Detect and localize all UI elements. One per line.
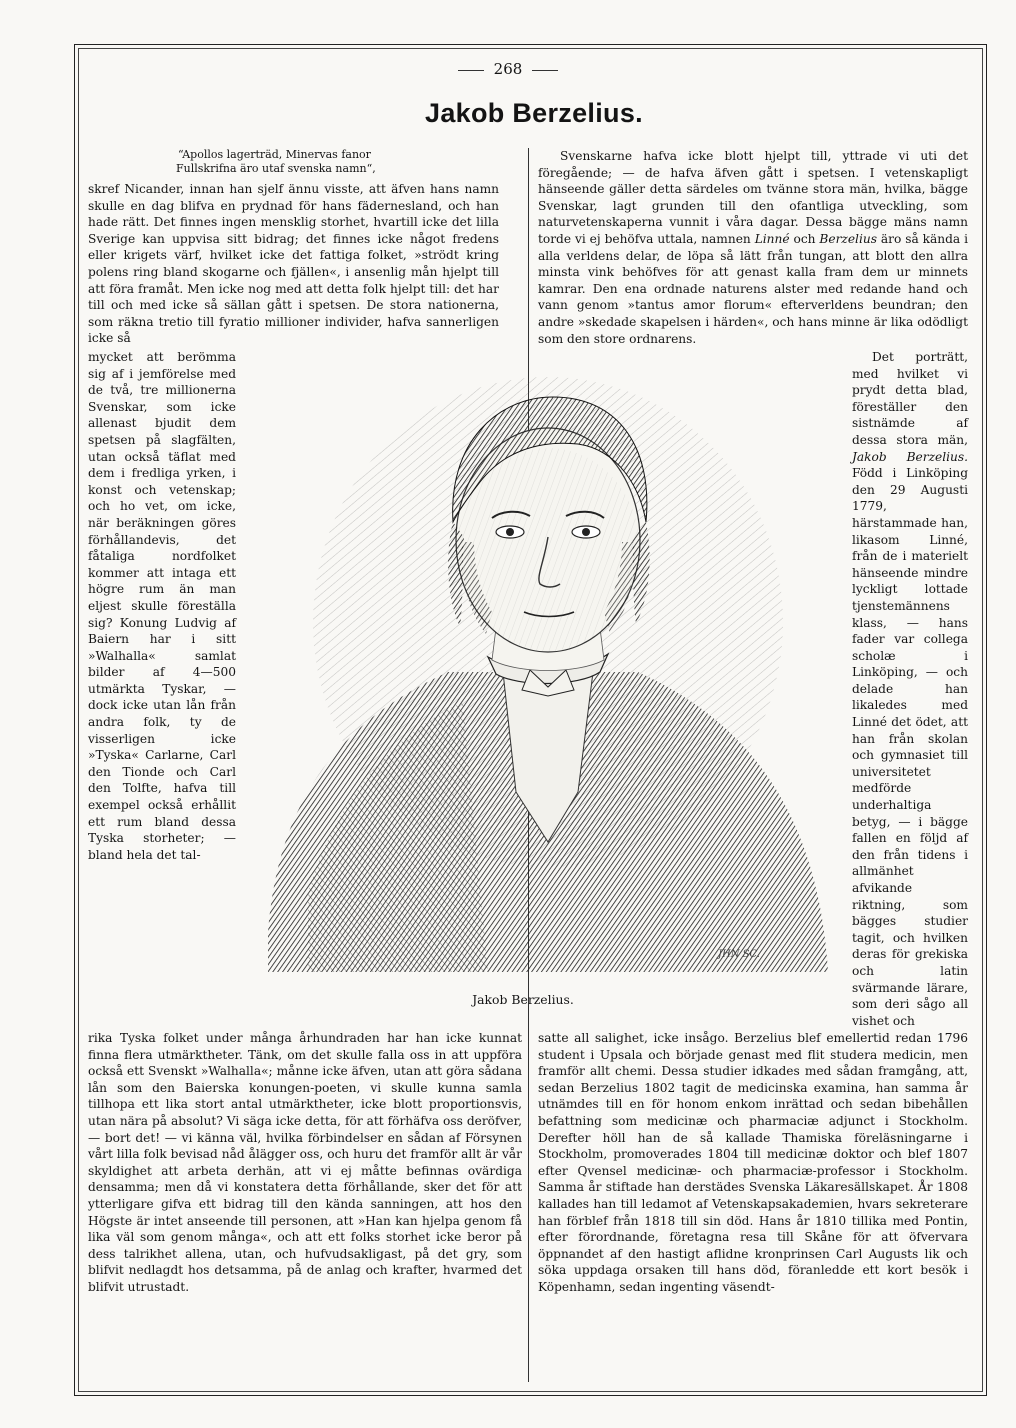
left-column-narrow: [88, 349, 236, 863]
text-run: och: [789, 231, 820, 246]
left-dash: [458, 70, 484, 71]
text-run: Det porträtt, med hvilket vi prydt detta blad, föreställer den sistnämde af dessa stora män,: [852, 350, 968, 447]
article-title: Jakob Berzelius.: [425, 98, 643, 128]
portrait-engraving: [248, 372, 838, 982]
paragraph: skref Nicander, innan han sjelf ännu visste, att äfven hans namn skulle en dag blifva en prydnad för hans fädernesland, och han hade rätt. Det finnes ingen mensklig storhet, hvartill icke det lilla Sverige kan uppvisa sitt bidrag; det finnes icke något fredens eller krigets värf, hvilket icke det fattiga folket, »strödt kring polens ring bland skogarne och fjällen«, i ansenlig mån hjelpt till att föra framåt. Men icke nog med att detta folk hjelpt till: det har till och med icke så sällan gått i spetsen. De stora nationerna, som räkna tretio till fyratio millioner individer, hafva sannerligen icke så: [88, 182, 499, 346]
text-run: Svenskarne hafva icke blott hjelpt till, yttrade vi uti det föregående; — de hafva äfven gått i spetsen. I vetenskapligt hänseende gäller detta särdeles om tvänne stora män, hvilka, bägge Svenskar, lagt grunden till den ofantliga utveckling, som naturvetenskaperna vunnit i våra dagar. Dessa bägge mäns namn torde vi ej behöfva uttala, namnen: [538, 149, 968, 246]
epigraph: [176, 148, 456, 176]
text-run: Född i Linköping den 29 Augusti 1779, härstammade han, likasom Linné, från de i materielt hänseende mindre lyckligt lottade tjenstemännens klass, — hans fader var collega scholæ i Linköping, — och delade han likaledes med Linné det ödet, att han från skolan och gymnasiet till universitetet medförde underhaltiga betyg, — i bägge fallen en följd af den från tidens i allmänhet afvikande riktning, som bägges studier tagit, och hvilken deras för grekiska och latin svärmande lärare, som deri sågo all vishet och: [852, 466, 968, 1028]
right-column-bottom: [538, 1030, 968, 1296]
right-column-top: [538, 148, 968, 347]
epigraph-line-1: “Apollos lagerträd, Minervas fanor: [178, 148, 371, 161]
paragraph: [538, 148, 968, 347]
paragraph: mycket att berömma sig af i jemförelse med de två, tre millionerna Svenskar, som icke allenast bjudit dem spetsen på slagfälten, utan också täflat med dem i fredliga yrken, i konst och vetenskap; och ho vet, om icke, när beräkningen göres förhållandevis, det fåtaliga nordfolket kommer att intaga ett högre rum än man eljest skulle föreställa sig? Konung Ludvig af Baiern har i sitt »Walhalla« samlat bilder af 4—500 utmärkta Tyskar, — dock icke utan lån från andra folk, ty de visserligen icke »Tyska« Carlarne, Carl den Tionde och Carl den Tolfte, hafva till exempel också erhållit ett rum bland dessa Tyska storheter; — bland hela det tal-: [88, 350, 236, 862]
epigraph-line-2: Fullskrifna äro utaf svenska namn“,: [176, 162, 376, 175]
page-number: [0, 60, 1016, 78]
right-dash: [532, 70, 558, 71]
left-column-top: [88, 181, 499, 347]
paragraph: [852, 349, 968, 1029]
name-jakob-berzelius: Jakob Berzelius.: [852, 449, 968, 464]
paragraph: rika Tyska folket under många århundraden har han icke kunnat finna flera utmärktheter. Tänk, om det skulle falla oss in att uppföra också ett Svenskt »Walhalla«; månne icke äfven, utan att göra sådana lån som den Baierska konungen-poeten, vi skulle kunna samla tillhopa ett lika stort antal utmärktheter, icke blott proportionsvis, utan nära på absolut? Vi säga icke detta, för att förhäfva oss deröfver, — bort det! — vi känna väl, hvilka förbindelser en sådan af Försynen vårt lilla folk bevisad nåd ålägger oss, och huru det framför allt är vår skyldighet att arbeta derhän, att vi ej måtte befinnas ovärdiga densamma; men då vi konstatera detta förhållande, sker det för att ytterligare gifva ett bidrag till den kända sanningen, att hos den Högste är intet anseende till personen, att »Han kan hjelpa genom få lika väl som genom många«, och att ett folks storhet icke beror på dess talrikhet allena, utan, och hufvudsakligast, på det gry, som blifvit nedlagdt hos detsamma, på de anlag och krafter, hvarmed det blifvit utrustadt.: [88, 1031, 522, 1294]
name-berzelius: Berzelius: [819, 231, 877, 246]
text-run: äro så kända i alla verldens delar, de löpa så lätt från tungan, att blott den allra minsta vink behöfves för att genast kalla fram dem ur minnets kamrar. Den ena ordnade naturens alster med redande hand och vann genom »tantus amor florum« efterverldens beundran; den andre »skedade skapelsen i härden«, och hans minne är lika odödligt som den store ordnarens.: [538, 231, 968, 346]
name-linne: Linné: [754, 231, 790, 246]
paragraph: satte all salighet, icke insågo. Berzelius blef emellertid redan 1796 student i Upsala och började genast med flit studera medicin, men framför allt chemi. Dessa studier idkades med sådan framgång, att, sedan Berzelius 1802 tagit de medicinska examina, han samma år utnämdes till en för honom enkom inrättad och sedan bibehållen befattning som medicinæ och pharmaciæ adjunct i Stockholm. Derefter höll han de så kallade Thamiska föreläsningarne i Stockholm, promoverades 1804 till medicinæ doktor och blef 1807 efter Qvensel medicinæ- och pharmaciæ-professor i Stockholm. Samma år stiftade han derstädes Svenska Läkaresällskapet. År 1808 kallades han till ledamot af Vetenskapsakademien, hvars sekreterare han förblef från 1818 till sin död. Hans år 1810 tillika med Pontin, efter förordnande, företagna resa till Skåne för att öfvervara öppnandet af den hastigt aflidne kronprinsen Carl Augusts lik och söka uppdaga orsaken till hans död, föranledde ett kort besök i Köpenhamn, sedan ingenting väsendt-: [538, 1031, 968, 1294]
portrait-caption: Jakob Berzelius.: [472, 992, 574, 1007]
left-column-bottom: [88, 1030, 522, 1296]
engraver-signature: JHN SC.: [718, 949, 760, 960]
right-column-narrow: [852, 349, 968, 1029]
page-number-text: 268: [493, 60, 523, 78]
